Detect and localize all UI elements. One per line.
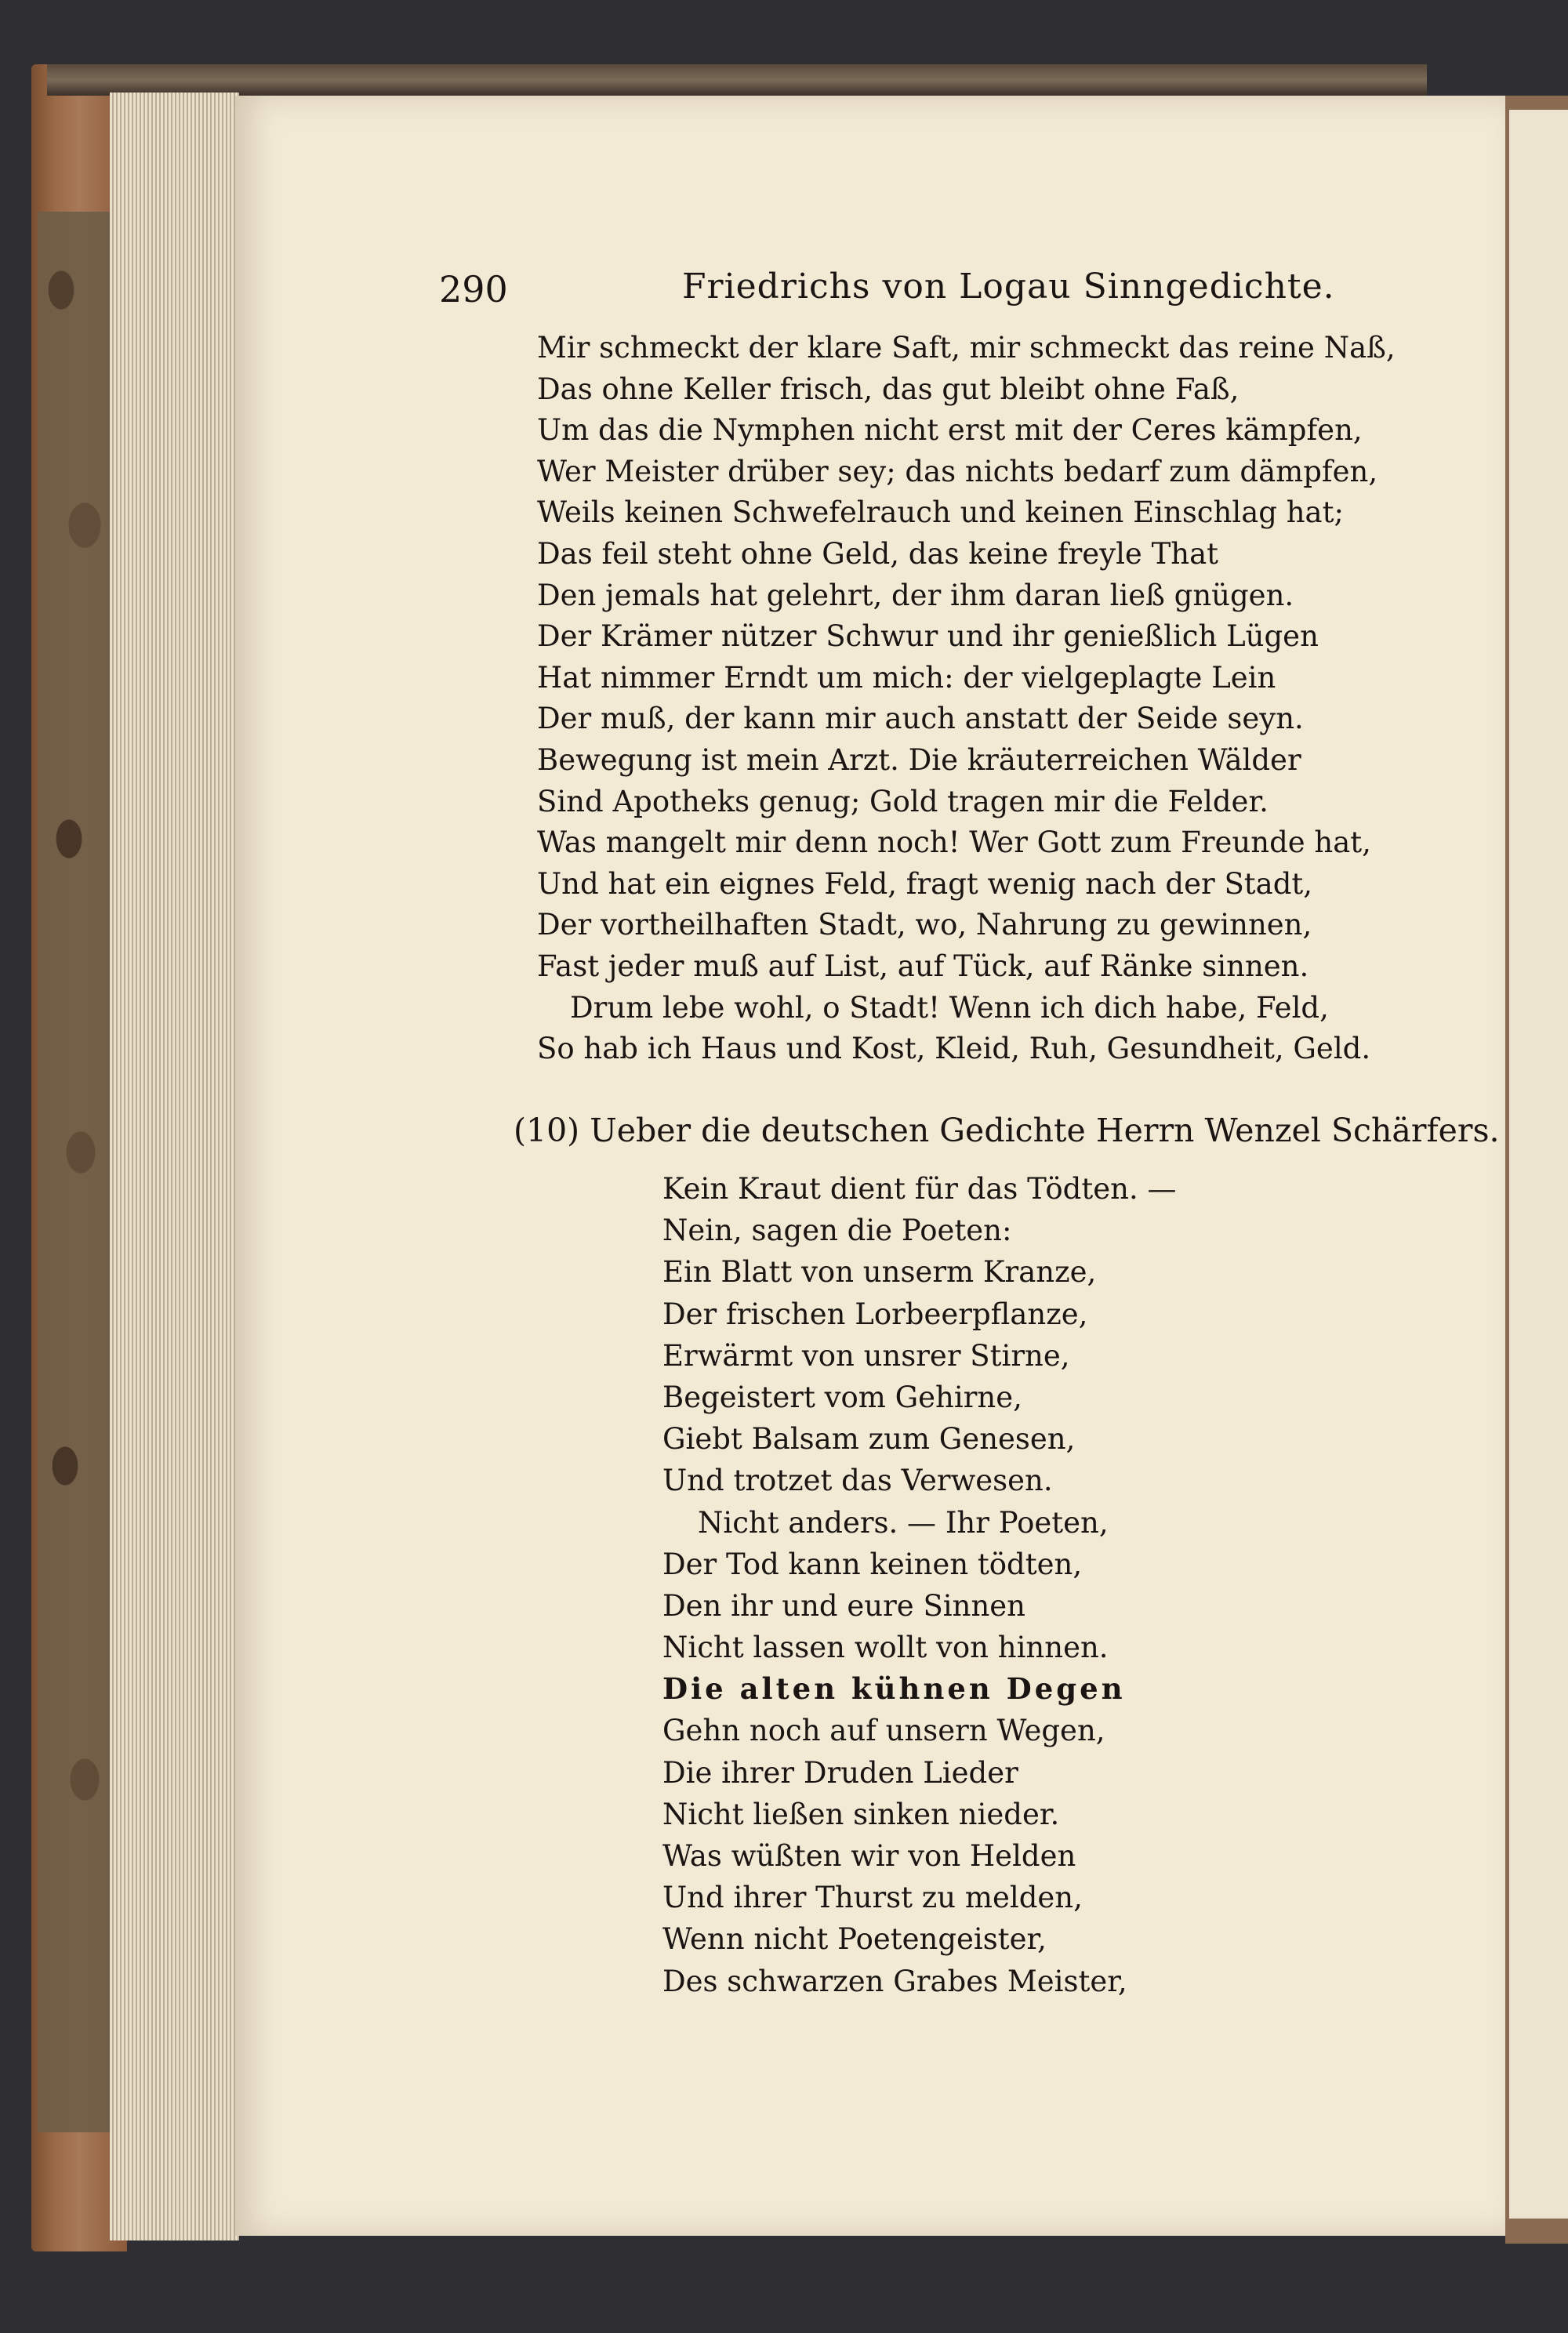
- poem-line: Was mangelt mir denn noch! Wer Gott zum Freunde hat,: [537, 825, 1371, 860]
- poem-line: Die alten kühnen Degen: [662, 1671, 1126, 1707]
- poem-line: Den jemals hat gelehrt, der ihm daran ließ gnügen.: [537, 578, 1294, 612]
- poem-line: Drum lebe wohl, o Stadt! Wenn ich dich habe, Feld,: [570, 990, 1329, 1025]
- poem-line: Der Tod kann keinen tödten,: [662, 1547, 1083, 1581]
- poem-line: Bewegung ist mein Arzt. Die kräuterreichen Wälder: [537, 742, 1301, 777]
- poem-line: Nicht lassen wollt von hinnen.: [662, 1631, 1109, 1665]
- poem-line: Giebt Balsam zum Genesen,: [662, 1422, 1076, 1457]
- poem-line: Der Krämer nützer Schwur und ihr genießlich Lügen: [537, 619, 1319, 654]
- poem-line: Die ihrer Druden Lieder: [662, 1755, 1018, 1790]
- poem-line: Nicht anders. — Ihr Poeten,: [698, 1505, 1109, 1540]
- page-number: 290: [439, 268, 508, 310]
- poem-line: Wenn nicht Poetengeister,: [662, 1922, 1047, 1957]
- poem-line: Hat nimmer Erndt um mich: der vielgeplagte Lein: [537, 660, 1276, 695]
- poem-1: [537, 328, 1478, 1070]
- poem-line: Kein Kraut dient für das Tödten. —: [662, 1172, 1177, 1206]
- poem-line: Wer Meister drüber sey; das nichts bedarf zum dämpfen,: [537, 454, 1378, 488]
- poem-line: Mir schmeckt der klare Saft, mir schmeckt das reine Naß,: [537, 331, 1396, 365]
- poem-line: Das ohne Keller frisch, das gut bleibt ohne Faß,: [537, 372, 1240, 406]
- poem-line: Und hat ein eignes Feld, fragt wenig nach der Stadt,: [537, 866, 1313, 901]
- poem-line: Fast jeder muß auf List, auf Tück, auf Ränke sinnen.: [537, 949, 1309, 983]
- poem-line: So hab ich Haus und Kost, Kleid, Ruh, Gesundheit, Geld.: [537, 1032, 1371, 1066]
- poem-line: Und trotzet das Verwesen.: [662, 1464, 1053, 1498]
- marbled-endpaper: [38, 212, 116, 2132]
- poem-2: [662, 1168, 1446, 2002]
- poem-line: Das feil steht ohne Geld, das keine freyle That: [537, 536, 1219, 571]
- poem-line: Gehn noch auf unsern Wegen,: [662, 1714, 1105, 1748]
- poem-line: Der vortheilhaften Stadt, wo, Nahrung zu gewinnen,: [537, 908, 1312, 942]
- section-heading: (10) Ueber die deutschen Gedichte Herrn Wenzel Schärfers.: [514, 1112, 1500, 1149]
- poem-line: Des schwarzen Grabes Meister,: [662, 1964, 1127, 1998]
- poem-line: Ein Blatt von unserm Kranze,: [662, 1255, 1097, 1290]
- book-cover-top-edge: [47, 64, 1427, 96]
- running-head: Friedrichs von Logau Sinngedichte.: [682, 267, 1335, 307]
- poem-line: Und ihrer Thurst zu melden,: [662, 1881, 1083, 1915]
- poem-line: Nein, sagen die Poeten:: [662, 1214, 1012, 1248]
- poem-line: Der frischen Lorbeerpflanze,: [662, 1297, 1088, 1331]
- page-edges: [110, 93, 239, 2240]
- poem-line: Weils keinen Schwefelrauch und keinen Einschlag hat;: [537, 495, 1344, 530]
- poem-line: Der muß, der kann mir auch anstatt der Seide seyn.: [537, 702, 1304, 736]
- poem-line: Was wüßten wir von Helden: [662, 1839, 1076, 1873]
- poem-line: Sind Apotheks genug; Gold tragen mir die Felder.: [537, 784, 1269, 818]
- poem-line: Erwärmt von unsrer Stirne,: [662, 1338, 1070, 1373]
- poem-line: Nicht ließen sinken nieder.: [662, 1797, 1060, 1831]
- facing-page-sliver: [1509, 110, 1568, 2219]
- poem-line: Den ihr und eure Sinnen: [662, 1588, 1026, 1623]
- poem-line: Um das die Nymphen nicht erst mit der Ceres kämpfen,: [537, 413, 1363, 448]
- poem-line: Begeistert vom Gehirne,: [662, 1380, 1022, 1414]
